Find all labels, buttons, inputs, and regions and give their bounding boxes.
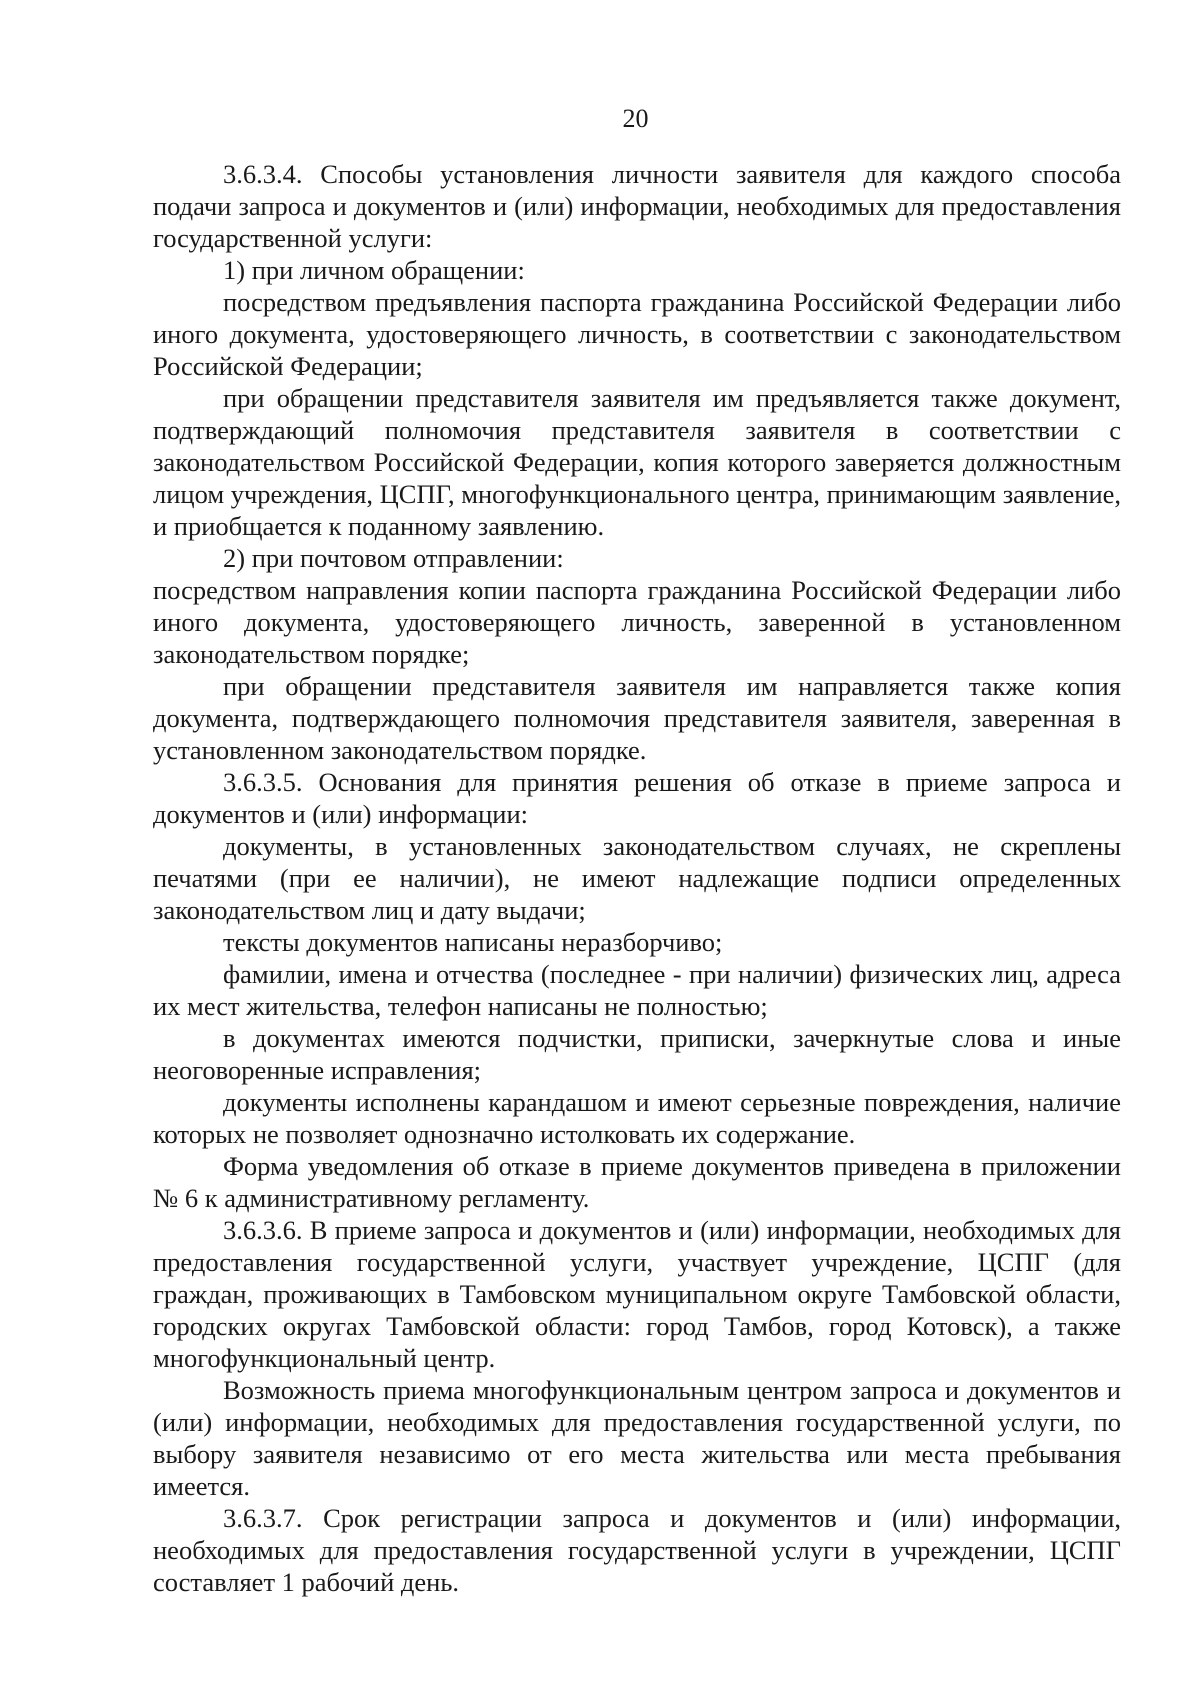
paragraph-representative-copy: при обращении представителя заявителя им направляется также копия документа, подтверждающего полномочия представителя заявителя, заверенная в установленном законодательством порядке. — [153, 671, 1121, 765]
paragraph-3-6-3-5: 3.6.3.5. Основания для принятия решения об отказе в приеме запроса и документов и (или) информации: — [153, 767, 1121, 829]
paragraph-passport-copy: посредством направления копии паспорта гражданина Российской Федерации либо иного документа, удостоверяющего личность, заверенной в установленном законодательством порядке; — [153, 575, 1121, 669]
paragraph-mfc-possibility: Возможность приема многофункциональным центром запроса и документов и (или) информации, необходимых для предоставления государственной услуги, по выбору заявителя независимо от его места жительства или места пребывания имеется. — [153, 1375, 1121, 1501]
paragraph-illegible: тексты документов написаны неразборчиво; — [223, 927, 723, 957]
paragraph-3-6-3-4: 3.6.3.4. Способы установления личности заявителя для каждого способа подачи запроса и документов и (или) информации, необходимых для предоставления государственной услуги: — [153, 159, 1121, 253]
paragraph-corrections: в документах имеются подчистки, приписки, зачеркнутые слова и иные неоговоренные исправления; — [153, 1023, 1121, 1085]
paragraph-3-6-3-7: 3.6.3.7. Срок регистрации запроса и документов и (или) информации, необходимых для предоставления государственной услуги в учреждении, ЦСПГ составляет 1 рабочий день. — [153, 1503, 1121, 1597]
paragraph-refusal-form: Форма уведомления об отказе в приеме документов приведена в приложении № 6 к административному регламенту. — [153, 1151, 1121, 1213]
page-number: 20 — [622, 104, 649, 133]
paragraph-passport-present: посредством предъявления паспорта гражданина Российской Федерации либо иного документа, удостоверяющего личность, в соответствии с законодательством Российской Федерации; — [153, 287, 1121, 381]
document-body — [153, 158, 1121, 1598]
paragraph-no-seals: документы, в установленных законодательством случаях, не скреплены печатями (при ее наличии), не имеют надлежащие подписи определенных законодательством лиц и дату выдачи; — [153, 831, 1121, 925]
paragraph-incomplete-names: фамилии, имена и отчества (последнее - при наличии) физических лиц, адреса их мест жительства, телефон написаны не полностью; — [153, 959, 1121, 1021]
paragraph-pencil-damage: документы исполнены карандашом и имеют серьезные повреждения, наличие которых не позволяет однозначно истолковать их содержание. — [153, 1087, 1121, 1149]
paragraph-personal-visit: 1) при личном обращении: — [223, 255, 525, 285]
paragraph-postal: 2) при почтовом отправлении: — [223, 543, 564, 573]
paragraph-3-6-3-6: 3.6.3.6. В приеме запроса и документов и (или) информации, необходимых для предоставления государственной услуги, участвует учреждение, ЦСПГ (для граждан, проживающих в Тамбовском муниципальном округе Тамбовской области, городских округах Тамбовской области: город Тамбов, город Котовск), а также многофункциональный центр. — [153, 1215, 1121, 1373]
paragraph-representative-present: при обращении представителя заявителя им предъявляется также документ, подтверждающий полномочия представителя заявителя в соответствии с законодательством Российской Федерации, копия которого заверяется должностным лицом учреждения, ЦСПГ, многофункционального центра, принимающим заявление, и приобщается к поданному заявлению. — [153, 383, 1122, 541]
